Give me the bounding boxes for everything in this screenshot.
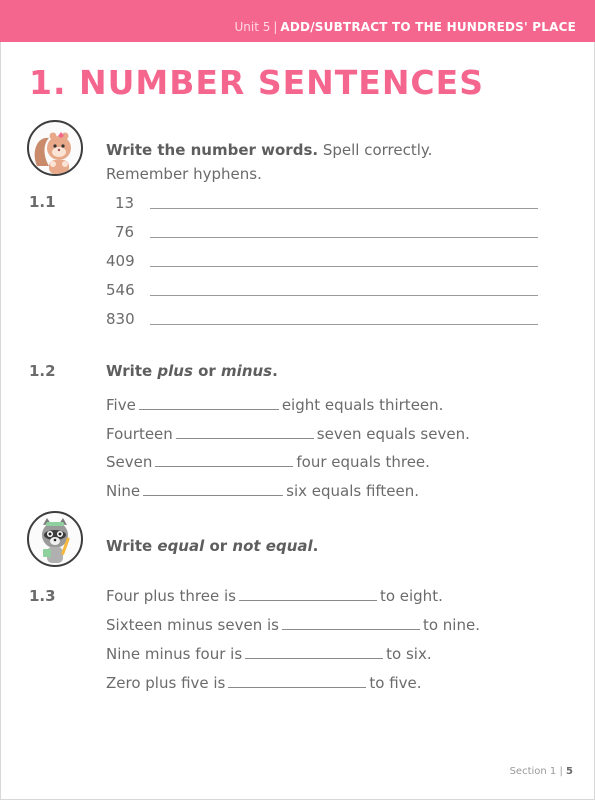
- instruction-1-3-post: .: [312, 537, 319, 555]
- number-item: 76: [115, 223, 135, 241]
- page-title: 1. NUMBER SENTENCES: [29, 63, 484, 102]
- instruction-1-2-mid: or: [192, 362, 222, 380]
- exercise-number-1-3: 1.3: [29, 587, 56, 605]
- sentence-start: Nine: [106, 482, 141, 500]
- page-number: 5: [566, 766, 573, 777]
- answer-blank[interactable]: [176, 437, 314, 439]
- unit-title: ADD/SUBTRACT TO THE HUNDREDS' PLACE: [280, 20, 576, 34]
- number-item: 409: [106, 252, 135, 270]
- answer-blank[interactable]: [139, 408, 279, 410]
- number-item: 546: [106, 281, 135, 299]
- answer-blank[interactable]: [239, 599, 377, 601]
- instruction-1-1: [106, 141, 432, 159]
- instruction-1-1-line2: Remember hyphens.: [106, 165, 262, 183]
- answer-blank[interactable]: [245, 657, 383, 659]
- instruction-1-2-pre: Write: [106, 362, 158, 380]
- sentence-start: Fourteen: [106, 425, 173, 443]
- sentence-start: Seven: [106, 453, 153, 471]
- sentence-row: [106, 587, 443, 605]
- header-bar: [0, 0, 595, 42]
- instruction-1-2-em1: plus: [157, 362, 193, 380]
- answer-blank[interactable]: [155, 465, 293, 467]
- number-item: 13: [115, 194, 135, 212]
- sentence-row: [106, 425, 470, 443]
- sentence-row: [106, 616, 480, 634]
- answer-blank[interactable]: [228, 686, 366, 688]
- answer-line[interactable]: [150, 266, 538, 267]
- answer-line[interactable]: [150, 208, 538, 209]
- answer-line[interactable]: [150, 237, 538, 238]
- instruction-1-2-post: .: [272, 362, 278, 380]
- sentence-start: Nine minus four is: [106, 645, 243, 663]
- sentence-end: to six.: [386, 645, 432, 663]
- unit-label: Unit 5: [234, 20, 271, 34]
- sentence-start: Zero plus five is: [106, 674, 226, 692]
- answer-line[interactable]: [150, 324, 538, 325]
- footer-section-label: Section 1: [509, 766, 557, 777]
- answer-blank[interactable]: [282, 628, 420, 630]
- instruction-1-1-bold: Write the number words.: [106, 141, 319, 159]
- exercise-number-1-2: 1.2: [29, 362, 56, 380]
- sentence-end: seven equals seven.: [316, 425, 470, 443]
- sentence-row: [106, 453, 430, 471]
- instruction-1-3-mid: or: [204, 537, 233, 555]
- sentence-row: [106, 482, 419, 500]
- sentence-end: six equals fifteen.: [286, 482, 420, 500]
- instruction-1-3: [106, 537, 318, 555]
- sentence-start: Five: [106, 396, 136, 414]
- sentence-end: four equals three.: [296, 453, 430, 471]
- instruction-1-2-em2: minus: [221, 362, 273, 380]
- instruction-1-3-em1: equal: [157, 537, 205, 555]
- sentence-start: Four plus three is: [106, 587, 236, 605]
- instruction-1-3-em2: not equal: [232, 537, 313, 555]
- sentence-start: Sixteen minus seven is: [106, 616, 279, 634]
- unit-separator: |: [273, 20, 278, 34]
- instruction-1-1-rest: Spell correctly.: [318, 141, 433, 159]
- answer-line[interactable]: [150, 295, 538, 296]
- number-item: 830: [106, 310, 135, 328]
- sentence-row: [106, 674, 422, 692]
- instruction-1-2: [106, 362, 278, 380]
- instruction-1-3-pre: Write: [106, 537, 158, 555]
- sentence-row: [106, 396, 443, 414]
- sentence-end: to eight.: [379, 587, 443, 605]
- raccoon-icon: [27, 511, 83, 567]
- sentence-end: to nine.: [422, 616, 480, 634]
- answer-blank[interactable]: [143, 494, 283, 496]
- footer-separator: |: [559, 766, 563, 777]
- sentence-end: to five.: [369, 674, 422, 692]
- sentence-end: eight equals thirteen.: [281, 396, 444, 414]
- page-footer: [510, 766, 573, 777]
- exercise-number-1-1: 1.1: [29, 193, 56, 211]
- squirrel-icon: [27, 120, 83, 176]
- unit-heading: [234, 20, 576, 34]
- sentence-row: [106, 645, 432, 663]
